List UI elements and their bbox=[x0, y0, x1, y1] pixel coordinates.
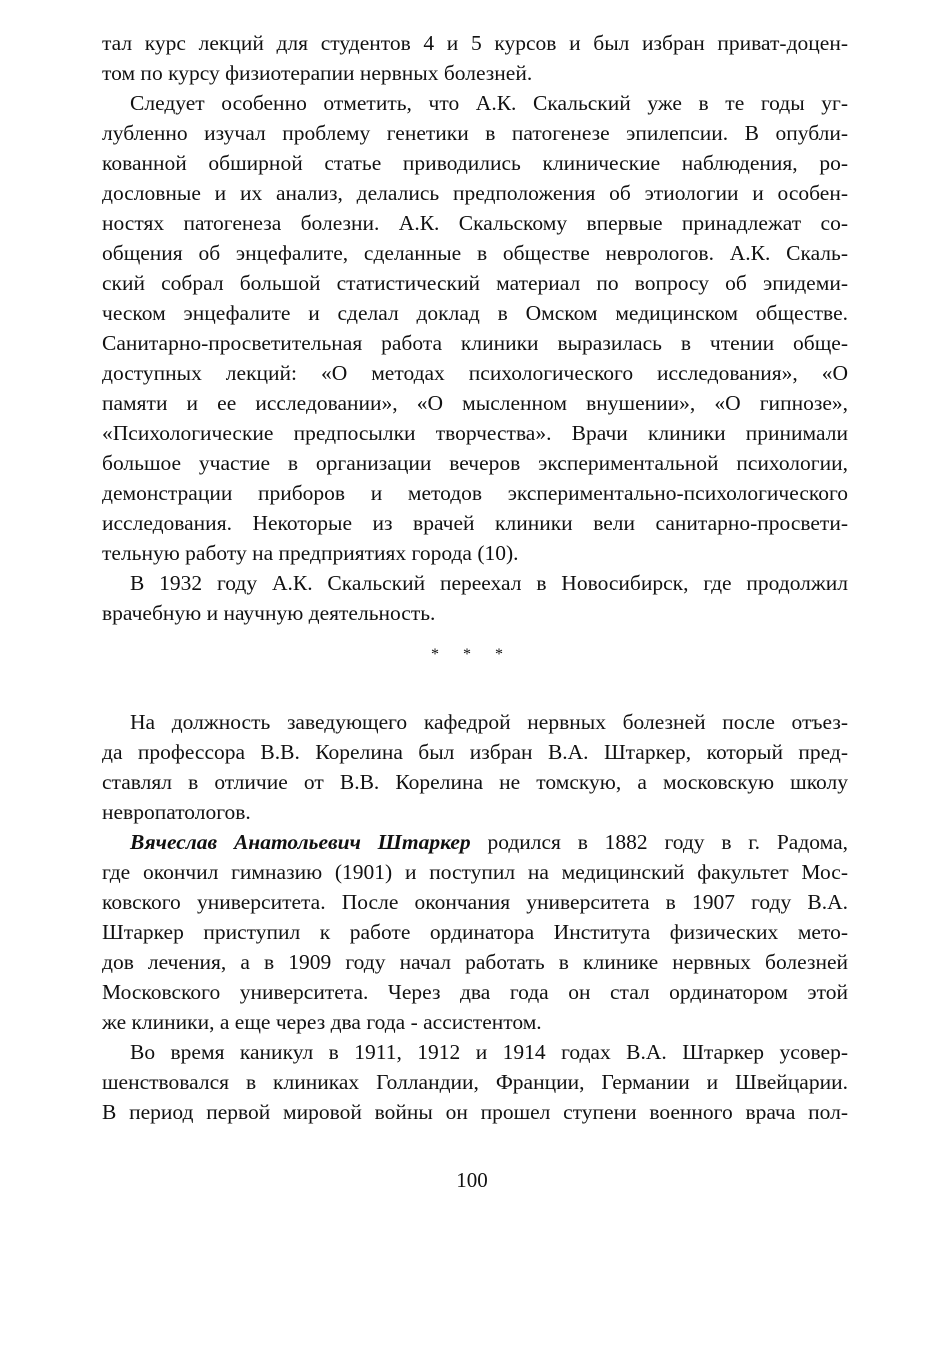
text-line: Санитарно-просветительная работа клиники выразилась в чтении обще- bbox=[102, 331, 848, 355]
text-line: демонстрации приборов и методов экспериментально-психологического bbox=[102, 481, 848, 505]
text-line: В период первой мировой войны он прошел ступени военного врача пол- bbox=[102, 1100, 848, 1124]
text-line: На должность заведующего кафедрой нервных болезней после отъез- bbox=[130, 710, 848, 734]
text-line: невропатологов. bbox=[102, 800, 251, 824]
text-line: исследования. Некоторые из врачей клиники вели санитарно-просвети- bbox=[102, 511, 848, 535]
text-line: ский собрал большой статистический материал по вопросу об эпидеми- bbox=[102, 271, 848, 295]
text-line: В 1932 году А.К. Скальский переехал в Новосибирск, где продолжил bbox=[130, 571, 848, 595]
text-line: Следует особенно отметить, что А.К. Скальский уже в те годы уг- bbox=[130, 91, 848, 115]
bio-name: Вячеслав Анатольевич Штаркер bbox=[130, 830, 471, 854]
text-line: Московского университета. Через два года он стал ординатором этой bbox=[102, 980, 848, 1004]
text-line: да профессора В.В. Корелина был избран В.А. Штаркер, который пред- bbox=[102, 740, 848, 764]
text-block-2 bbox=[102, 707, 848, 1127]
text-line: ческом энцефалите и сделал доклад в Омском медицинском обществе. bbox=[102, 301, 848, 325]
text-line: ковского университета. После окончания университета в 1907 году В.А. bbox=[102, 890, 848, 914]
bio-first-line bbox=[102, 827, 848, 857]
text-line: том по курсу физиотерапии нервных болезней. bbox=[102, 61, 533, 85]
text-line: «Психологические предпосылки творчества». Врачи клиники принимали bbox=[102, 421, 848, 445]
text-line: кованной обширной статье приводились клинические наблюдения, ро- bbox=[102, 151, 848, 175]
text-line: доступных лекций: «О методах психологического исследования», «О bbox=[102, 361, 848, 385]
text-line: дословные и их анализ, делались предположения об этиологии и особен- bbox=[102, 181, 848, 205]
text-line: ностях патогенеза болезни. А.К. Скальскому впервые принадлежат со- bbox=[102, 211, 848, 235]
text-line: общения об энцефалите, сделанные в обществе неврологов. А.К. Скаль- bbox=[102, 241, 848, 265]
text-line: же клиники, а еще через два года - ассистентом. bbox=[102, 1010, 542, 1034]
bio-first-line-rest: родился в 1882 году в г. Радома, bbox=[470, 830, 848, 854]
text-block-1 bbox=[102, 28, 848, 628]
text-line: врачебную и научную деятельность. bbox=[102, 601, 436, 625]
text-line: Во время каникул в 1911, 1912 и 1914 годах В.А. Штаркер усовер- bbox=[130, 1040, 848, 1064]
paragraph-intro bbox=[102, 707, 848, 827]
text-line: дов лечения, а в 1909 году начал работать в клинике нервных болезней bbox=[102, 950, 848, 974]
text-line: Штаркер приступил к работе ординатора Института физических мето- bbox=[102, 920, 848, 944]
paragraph-bio bbox=[102, 857, 848, 1127]
text-line: лубленно изучал проблему генетики в патогенезе эпилепсии. В опубли- bbox=[102, 121, 848, 145]
section-separator: * * * bbox=[431, 646, 513, 663]
text-line: памяти и ее исследовании», «О мысленном внушении», «О гипнозе», bbox=[102, 391, 848, 415]
text-line: где окончил гимназию (1901) и поступил на медицинский факультет Мос- bbox=[102, 860, 848, 884]
page-number: 100 bbox=[456, 1168, 488, 1192]
text-line: тельную работу на предприятиях города (10). bbox=[102, 541, 519, 565]
text-line: ставлял в отличие от В.В. Корелина не томскую, а московскую школу bbox=[102, 770, 848, 794]
text-line: тал курс лекций для студентов 4 и 5 курсов и был избран приват-доцен- bbox=[102, 31, 848, 55]
text-line: большое участие в организации вечеров экспериментальной психологии, bbox=[102, 451, 848, 475]
text-line: шенствовался в клиниках Голландии, Франции, Германии и Швейцарии. bbox=[102, 1070, 848, 1094]
